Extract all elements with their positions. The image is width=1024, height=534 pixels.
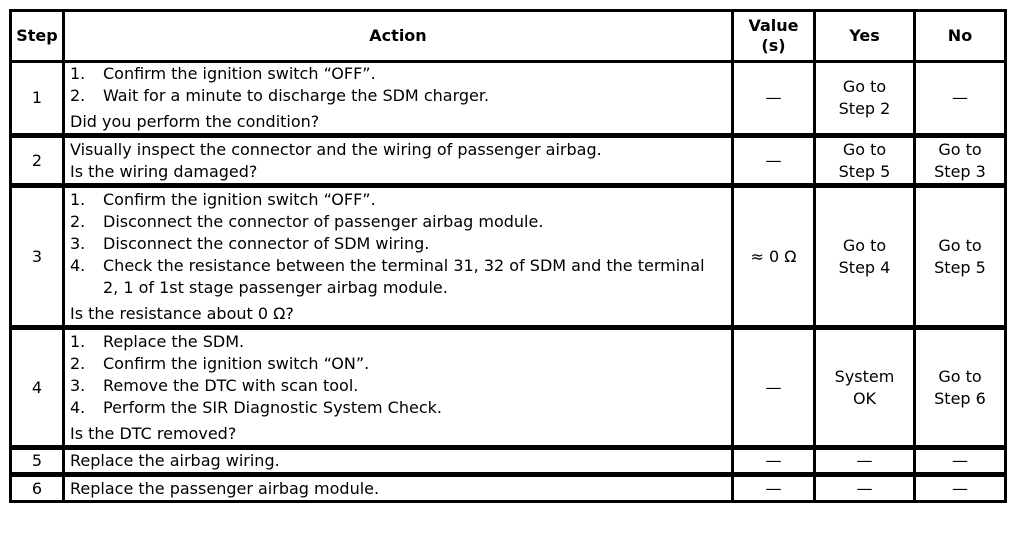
no-cell: Go to Step 3 — [916, 138, 1007, 188]
diagnostic-table — [9, 9, 1007, 503]
action-cell: Replace the passenger airbag module. — [65, 477, 734, 503]
value-cell: — — [734, 477, 816, 503]
no-cell: — — [916, 63, 1007, 138]
no-cell: — — [916, 477, 1007, 503]
no-cell: — — [916, 450, 1007, 477]
step-number: 5 — [12, 450, 65, 477]
value-cell: — — [734, 63, 816, 138]
yes-cell: Go to Step 5 — [816, 138, 916, 188]
table-row — [12, 188, 1007, 330]
table-row — [12, 477, 1007, 503]
table-row — [12, 63, 1007, 138]
action-item: 1. Replace the SDM. — [70, 331, 245, 351]
value-cell: — — [734, 330, 816, 450]
action-item: 3. Remove the DTC with scan tool. — [70, 375, 359, 395]
yes-cell: System OK — [816, 330, 916, 450]
action-question: Is the wiring damaged? — [70, 161, 258, 181]
header-value — [734, 12, 816, 63]
step-number: 3 — [12, 188, 65, 330]
action-cell: Replace the airbag wiring. — [65, 450, 734, 477]
step-number: 1 — [12, 63, 65, 138]
header-step: Step — [12, 12, 65, 63]
action-question: Is the resistance about 0 Ω? — [70, 303, 294, 323]
action-cell — [65, 138, 734, 188]
header-value-label: Value (s) — [748, 15, 799, 55]
no-cell: Go to Step 6 — [916, 330, 1007, 450]
action-item: 4. Perform the SIR Diagnostic System Check. — [70, 397, 442, 417]
action-item: 2. Confirm the ignition switch “ON”. — [70, 353, 370, 373]
value-cell: — — [734, 450, 816, 477]
action-cell — [65, 188, 734, 330]
value-cell: — — [734, 138, 816, 188]
yes-cell: Go to Step 2 — [816, 63, 916, 138]
table-row — [12, 138, 1007, 188]
step-number: 2 — [12, 138, 65, 188]
table-row — [12, 330, 1007, 450]
table-row — [12, 450, 1007, 477]
action-item: 4. Check the resistance between the terminal 31, 32 of SDM and the terminal 2, 1 of 1st stage passenger airbag module. — [70, 255, 705, 297]
step-number: 6 — [12, 477, 65, 503]
value-cell: ≈ 0 Ω — [734, 188, 816, 330]
header-action: Action — [65, 12, 734, 63]
action-question: Did you perform the condition? — [70, 112, 320, 131]
action-item: 1. Confirm the ignition switch “OFF”. — [70, 64, 376, 83]
action-cell — [65, 330, 734, 450]
yes-cell: — — [816, 450, 916, 477]
action-cell — [65, 63, 734, 138]
action-item: 2. Disconnect the connector of passenger airbag module. — [70, 211, 544, 231]
step-number: 4 — [12, 330, 65, 450]
yes-cell: Go to Step 4 — [816, 188, 916, 330]
no-cell: Go to Step 5 — [916, 188, 1007, 330]
action-line: Visually inspect the connector and the wiring of passenger airbag. — [70, 139, 602, 159]
action-item: 2. Wait for a minute to discharge the SDM charger. — [70, 86, 490, 105]
header-no: No — [916, 12, 1007, 63]
action-item: 1. Confirm the ignition switch “OFF”. — [70, 189, 376, 209]
yes-cell: — — [816, 477, 916, 503]
action-item: 3. Disconnect the connector of SDM wiring. — [70, 233, 430, 253]
header-yes: Yes — [816, 12, 916, 63]
action-question: Is the DTC removed? — [70, 423, 237, 443]
